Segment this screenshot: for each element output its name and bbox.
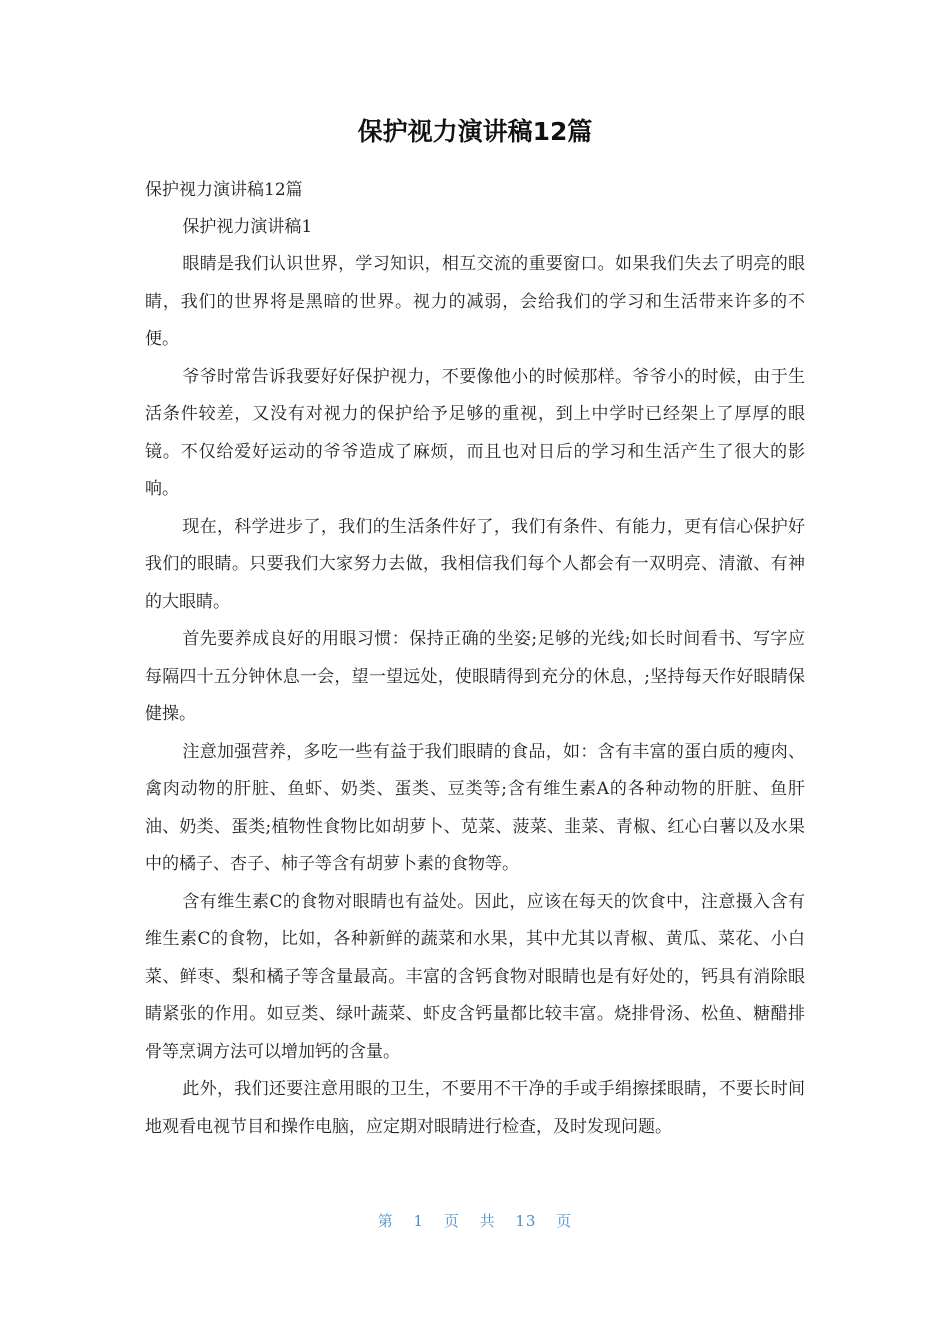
paragraph: 首先要养成良好的用眼习惯：保持正确的坐姿;足够的光线;如长时间看书、写字应每隔四十五分钟休息一会，望一望远处，使眼睛得到充分的休息，;坚持每天作好眼睛保健操。 <box>145 629 805 724</box>
paragraph: 含有维生素C的食物对眼睛也有益处。因此，应该在每天的饮食中，注意摄入含有维生素C的食物，比如，各种新鲜的蔬菜和水果，其中尤其以青椒、黄瓜、菜花、小白菜、鲜枣、梨和橘子等含量最高。丰富的含钙食物对眼睛也是有好处的，钙具有消除眼睛紧张的作用。如豆类、绿叶蔬菜、虾皮含钙量都比较丰富。烧排骨汤、松鱼、糖醋排骨等烹调方法可以增加钙的含量。 <box>145 891 805 1062</box>
section-heading: 保护视力演讲稿1 <box>182 217 313 237</box>
document-subtitle: 保护视力演讲稿12篇 <box>145 180 303 200</box>
paragraph: 现在，科学进步了，我们的生活条件好了，我们有条件、有能力，更有信心保护好我们的眼睛。只要我们大家努力去做，我相信我们每个人都会有一双明亮、清澈、有神的大眼睛。 <box>145 516 805 612</box>
page-number-footer: 第 1 页 共 13 页 <box>377 1212 573 1230</box>
paragraph: 爷爷时常告诉我要好好保护视力，不要像他小的时候那样。爷爷小的时候，由于生活条件较差，又没有对视力的保护给予足够的重视，到上中学时已经架上了厚厚的眼镜。不仅给爱好运动的爷爷造成了麻烦，而且也对日后的学习和生活产生了很大的影响。 <box>145 366 805 499</box>
document-title: 保护视力演讲稿12篇 <box>357 117 593 146</box>
document-body <box>145 172 805 1146</box>
paragraph: 此外，我们还要注意用眼的卫生，不要用不干净的手或手绢擦揉眼睛，不要长时间地观看电视节目和操作电脑，应定期对眼睛进行检查，及时发现问题。 <box>145 1079 805 1137</box>
paragraph: 注意加强营养，多吃一些有益于我们眼睛的食品，如：含有丰富的蛋白质的瘦肉、禽肉动物的肝脏、鱼虾、奶类、蛋类、豆类等;含有维生素A的各种动物的肝脏、鱼肝油、奶类、蛋类;植物性食物比如胡萝卜、苋菜、菠菜、韭菜、青椒、红心白薯以及水果中的橘子、杏子、柿子等含有胡萝卜素的食物等。 <box>145 741 805 874</box>
paragraph: 眼睛是我们认识世界，学习知识，相互交流的重要窗口。如果我们失去了明亮的眼睛，我们的世界将是黑暗的世界。视力的减弱，会给我们的学习和生活带来许多的不便。 <box>145 254 805 349</box>
